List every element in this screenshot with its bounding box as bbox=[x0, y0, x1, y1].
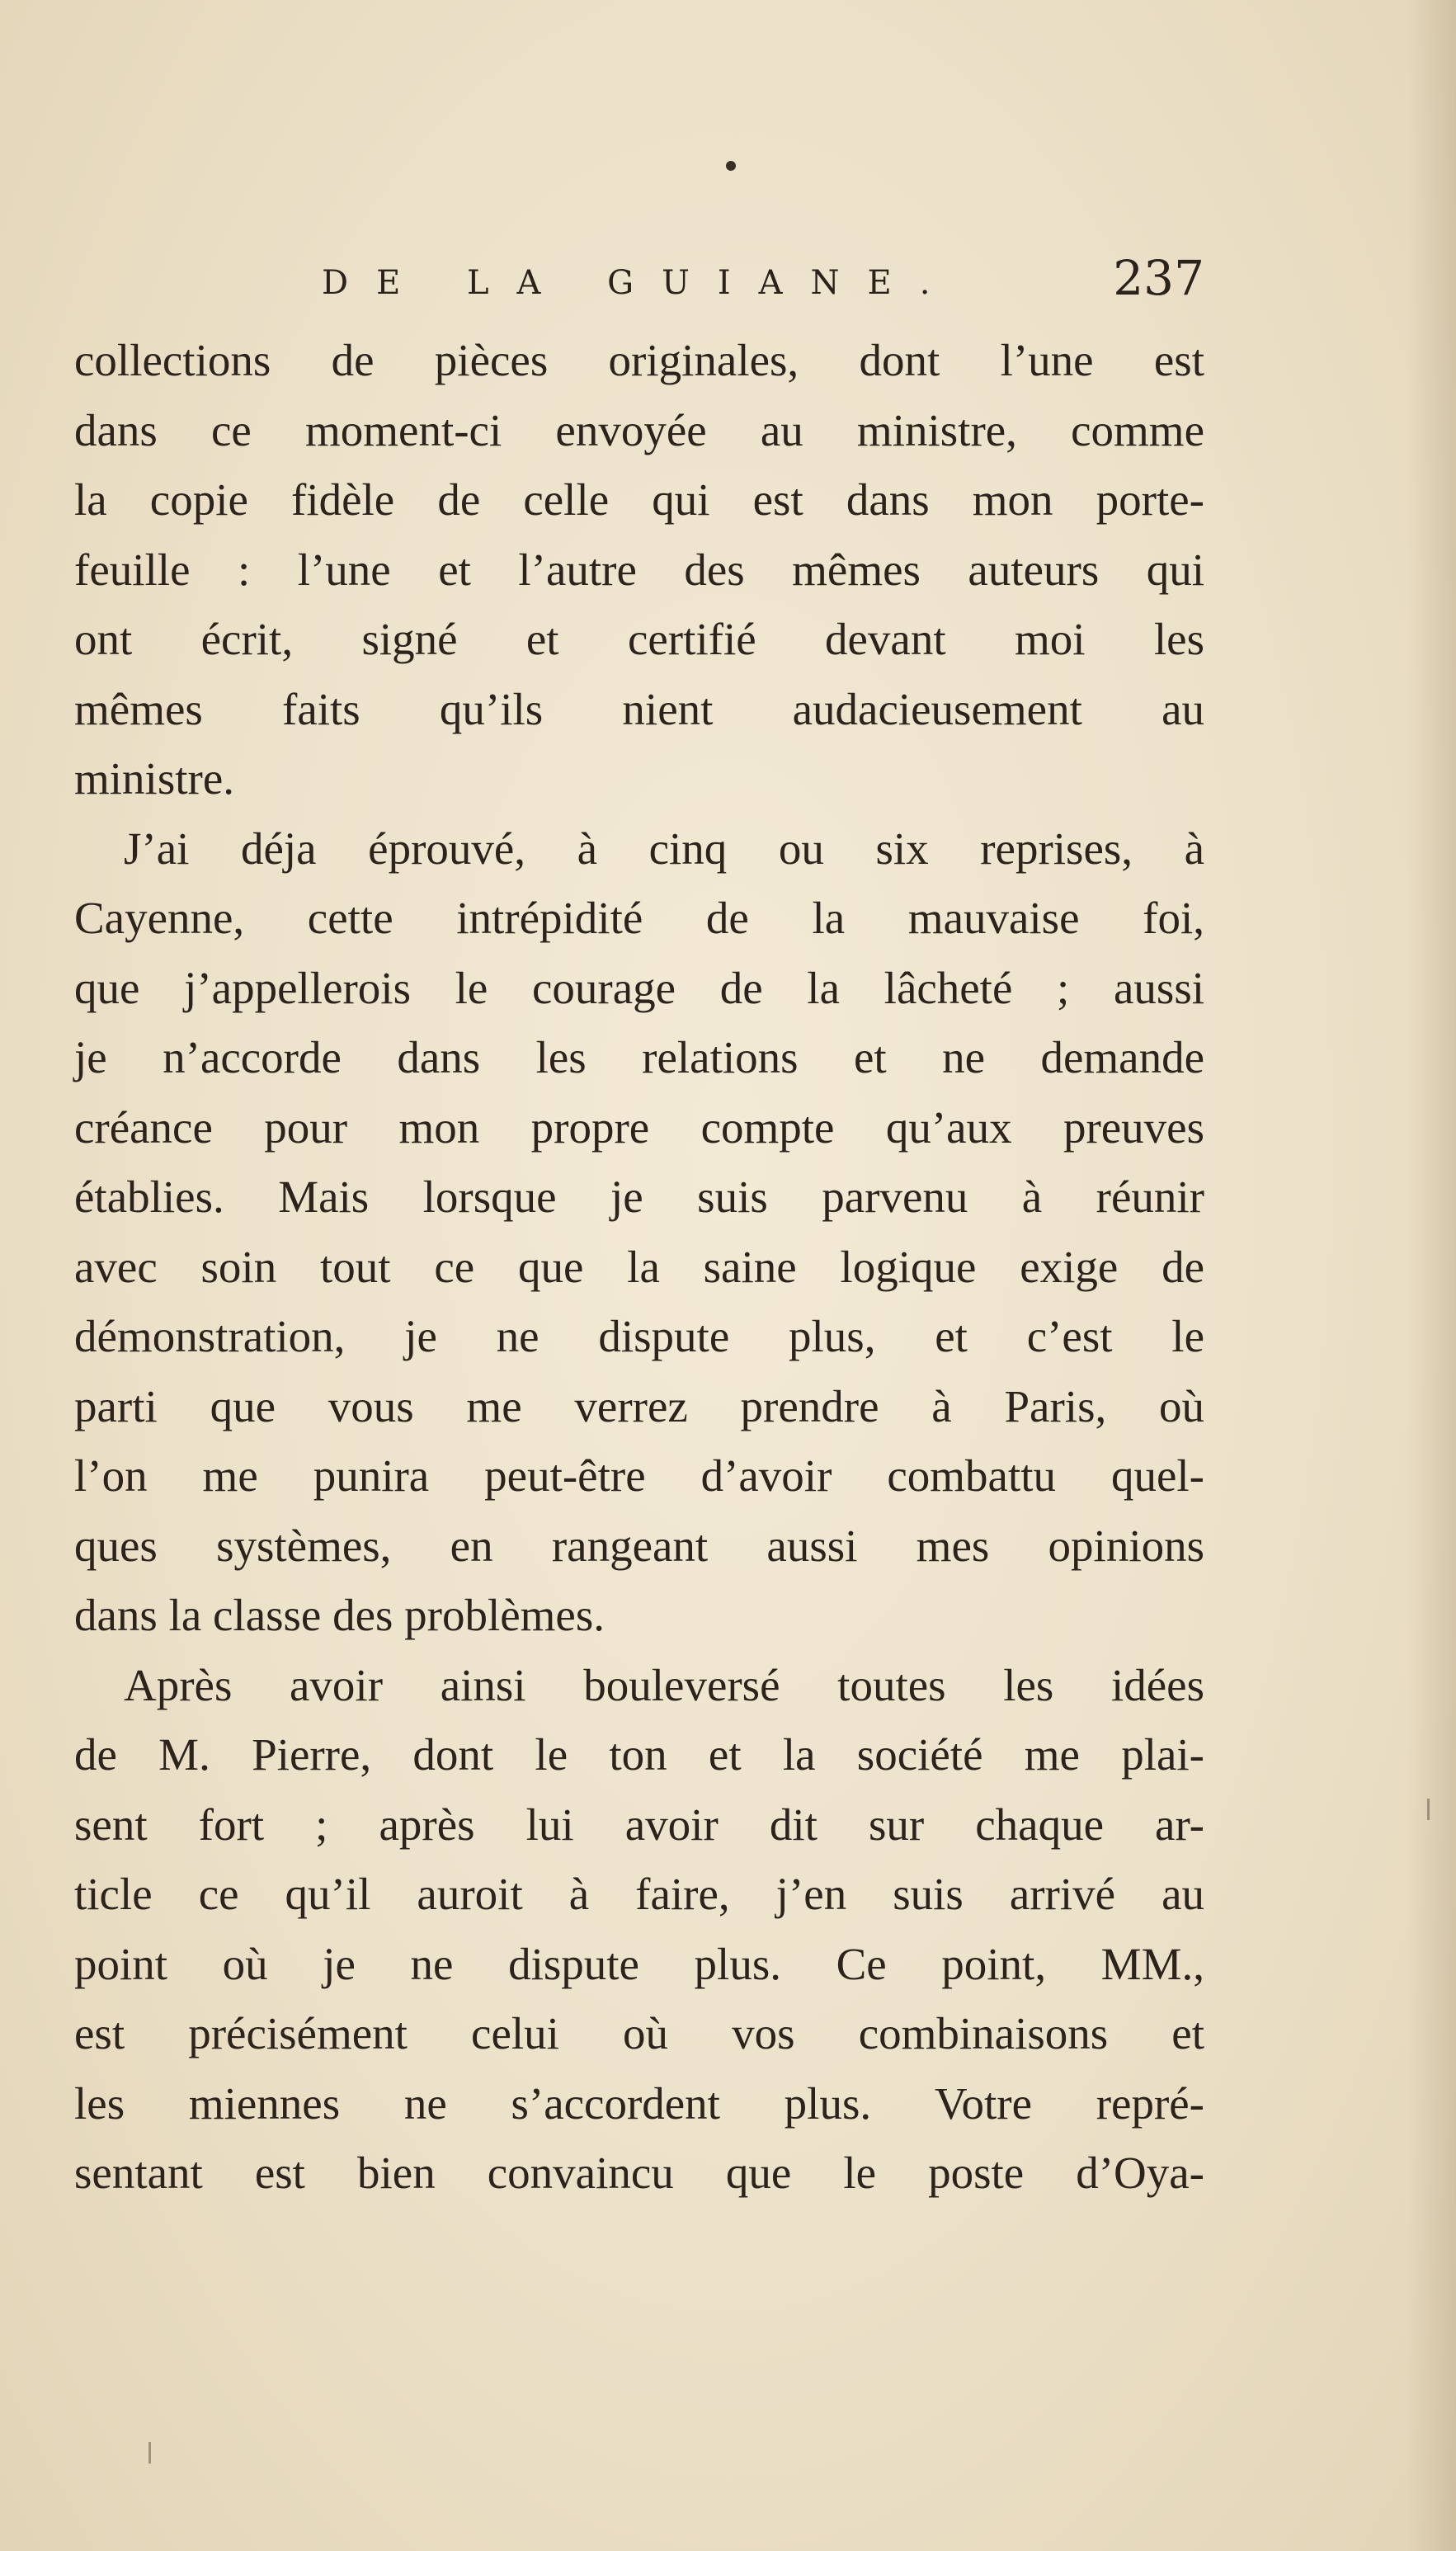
text-line: dans ce moment-ci envoyée au ministre, comme bbox=[74, 404, 1204, 455]
text-line: Après avoir ainsi bouleversé toutes les idées bbox=[124, 1659, 1204, 1710]
text-line: établies. Mais lorsque je suis parvenu à réunir bbox=[74, 1172, 1204, 1222]
text-line: sentant est bien convaincu que le poste d’Oya- bbox=[74, 2148, 1204, 2198]
text-line: dans la classe des problèmes. bbox=[74, 1590, 605, 1640]
text-line: J’ai déja éprouvé, à cinq ou six reprises, à bbox=[124, 823, 1204, 874]
text-line: sent fort ; après lui avoir dit sur chaque ar- bbox=[74, 1799, 1204, 1850]
text-line: créance pour mon propre compte qu’aux preuves bbox=[74, 1101, 1204, 1153]
text-line: feuille : l’une et l’autre des mêmes auteurs qui bbox=[74, 544, 1204, 595]
text-line: l’on me punira peut-être d’avoir combattu quel- bbox=[74, 1450, 1204, 1501]
running-title: DE LA GUIANE. bbox=[322, 264, 959, 302]
ink-dot bbox=[726, 161, 736, 171]
text-line: je n’accorde dans les relations et ne demande bbox=[74, 1032, 1204, 1082]
text-line: parti que vous me verrez prendre à Paris, où bbox=[74, 1380, 1204, 1431]
page-number: 237 bbox=[1113, 250, 1204, 306]
text-line: démonstration, je ne dispute plus, et c’est le bbox=[74, 1311, 1204, 1361]
text-line: la copie fidèle de celle qui est dans mon porte- bbox=[74, 474, 1204, 525]
text-line: ticle ce qu’il auroit à faire, j’en suis arrivé au bbox=[74, 1869, 1204, 1919]
text-line: est précisément celui où vos combinaisons et bbox=[74, 2008, 1204, 2058]
text-line: ont écrit, signé et certifié devant moi les bbox=[74, 614, 1204, 664]
text-line: collections de pièces originales, dont l’une est bbox=[74, 335, 1204, 385]
page-edge-shadow bbox=[1407, 0, 1456, 2551]
text-line: que j’appellerois le courage de la lâcheté ; aussi bbox=[74, 962, 1204, 1013]
text-line: ministre. bbox=[74, 753, 235, 804]
text-line: mêmes faits qu’ils nient audacieusement au bbox=[74, 683, 1204, 734]
text-line: de M. Pierre, dont le ton et la société me plai- bbox=[74, 1729, 1204, 1780]
body-text bbox=[74, 326, 1204, 2209]
stray-ink-mark bbox=[148, 2442, 151, 2464]
text-line: Cayenne, cette intrépidité de la mauvaise foi, bbox=[74, 893, 1204, 943]
running-head bbox=[74, 250, 1204, 309]
text-line: point où je ne dispute plus. Ce point, MM., bbox=[74, 1938, 1204, 1989]
text-line: ques systèmes, en rangeant aussi mes opinions bbox=[74, 1520, 1204, 1571]
text-line: les miennes ne s’accordent plus. Votre repré- bbox=[74, 2077, 1204, 2129]
text-line: avec soin tout ce que la saine logique exige de bbox=[74, 1241, 1204, 1292]
stray-ink-mark bbox=[1427, 1799, 1430, 1820]
